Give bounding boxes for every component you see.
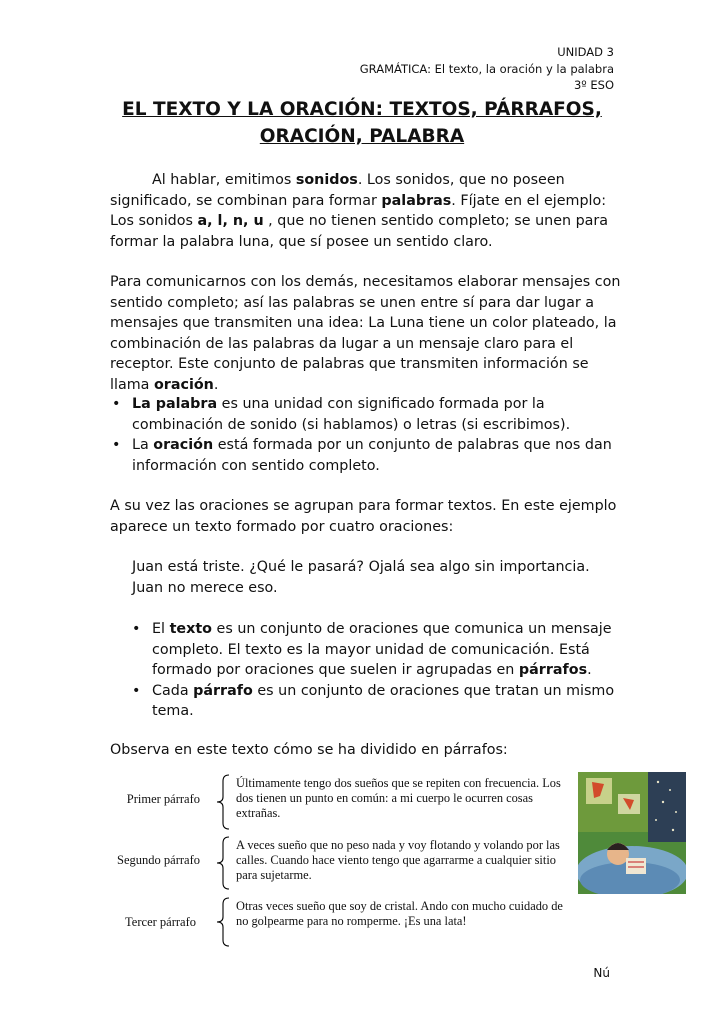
text-span: Los sonidos (110, 213, 198, 229)
text-span: , que no tienen sentido completo; se unen para formar la palabra luna, que sí posee un sentido claro. (110, 213, 609, 250)
text-span: El (152, 621, 170, 637)
text-span: La (132, 437, 154, 453)
header-subject: GRAMÁTICA: El texto, la oración y la palabra (359, 61, 614, 76)
communication-paragraph (110, 272, 625, 395)
texts-paragraph (110, 496, 625, 537)
text-span: es un conjunto de oraciones que tratan un mismo tema. (152, 682, 615, 719)
bold-oracion: oración (153, 376, 214, 393)
intro-text-1 (110, 170, 625, 211)
list-item (130, 619, 625, 681)
list-item (130, 681, 625, 722)
observe-paragraph (110, 740, 625, 761)
header-unit: UNIDAD 3 (557, 45, 614, 59)
text-span: Para comunicarnos con los demás, necesitamos elaborar mensajes con sentido completo; así las palabras se unen entre sí para dar lugar a mensajes que transmiten una idea: La Luna tiene un color plateado, la combinación de las palabras da lugar a un mensaje claro para el receptor. Este conjunto de palabras que transmiten información se llama (110, 274, 621, 393)
definitions-list (110, 394, 625, 476)
list-item (110, 394, 625, 435)
text-span: Al hablar, emitimos (152, 172, 296, 188)
intro-paragraph (110, 170, 625, 252)
bold-letters: a, l, n, u (197, 213, 264, 229)
paragraph-text: Últimamente tengo dos sueños que se repiten con frecuencia. Los dos tienen un punto en común: a mi cuerpo le ocurren cosas extrañas. (236, 776, 561, 820)
illustration-image (578, 772, 686, 894)
paragraph-text: A veces sueño que no peso nada y voy flotando y volando por las calles. Cuando hace viento tengo que agarrarme a cualquier sitio para sujetarme. (236, 838, 560, 882)
bullet-icon: • (132, 621, 141, 637)
intro-text-2 (110, 211, 625, 252)
paragraph-label: Primer párrafo (126, 792, 200, 806)
observe-text: Observa en este texto cómo se ha dividido en párrafos: (110, 742, 508, 758)
page-title (0, 96, 724, 150)
title-line-2: ORACIÓN, PALABRA (259, 126, 465, 147)
text-span: es una unidad con significado formada por la combinación de sonido (si hablamos) o letras (si escribimos). (132, 396, 571, 433)
bullet-icon: • (112, 396, 121, 412)
bold-sonidos: sonidos (295, 172, 358, 188)
bold-term: párrafos (518, 662, 588, 678)
header-level: 3º ESO (573, 78, 614, 92)
texts-text: A su vez las oraciones se agrupan para formar textos. En este ejemplo aparece un texto formado por cuatro oraciones: (110, 498, 617, 535)
text-span: . Los sonidos, que no poseen significado, se combinan para formar (110, 172, 565, 209)
text-span: Cada (152, 682, 194, 699)
title-line-1: EL TEXTO Y LA ORACIÓN: TEXTOS, PÁRRAFOS, (122, 99, 602, 120)
bold-term: oración (153, 437, 214, 453)
paragraph-label: Segundo párrafo (117, 853, 200, 867)
bullet-icon: • (112, 437, 121, 453)
page-header (360, 44, 614, 94)
text-span: . (213, 376, 219, 393)
bullet-icon: • (132, 682, 141, 699)
example-quote (110, 557, 625, 598)
paragraph-label: Tercer párrafo (125, 915, 196, 929)
text-span: . Fíjate en el ejemplo: (451, 192, 607, 209)
brace-icon (213, 835, 233, 891)
text-definitions-list (110, 619, 625, 722)
communication-text (110, 272, 625, 395)
bold-term: La palabra (132, 396, 218, 412)
text-span: es un conjunto de oraciones que comunica un mensaje completo. El texto es la mayor unidad de comunicación. Está formado por oraciones que suelen ir agrupadas en (152, 621, 612, 678)
brace-icon (213, 896, 233, 948)
bold-palabras: palabras (381, 192, 452, 209)
page-footer: Nú (593, 966, 610, 980)
bold-term: párrafo (193, 682, 253, 699)
bold-term: texto (169, 621, 212, 637)
brace-icon (213, 773, 233, 831)
text-span: . (587, 662, 592, 678)
paragraph-text: Otras veces sueño que soy de cristal. Ando con mucho cuidado de no golpearme para no romperme. ¡Es una lata! (236, 899, 563, 928)
list-item (110, 435, 625, 476)
quote-text: Juan está triste. ¿Qué le pasará? Ojalá sea algo sin importancia. Juan no merece eso. (132, 559, 590, 596)
text-span: está formada por un conjunto de palabras que nos dan información con sentido completo. (132, 437, 612, 474)
